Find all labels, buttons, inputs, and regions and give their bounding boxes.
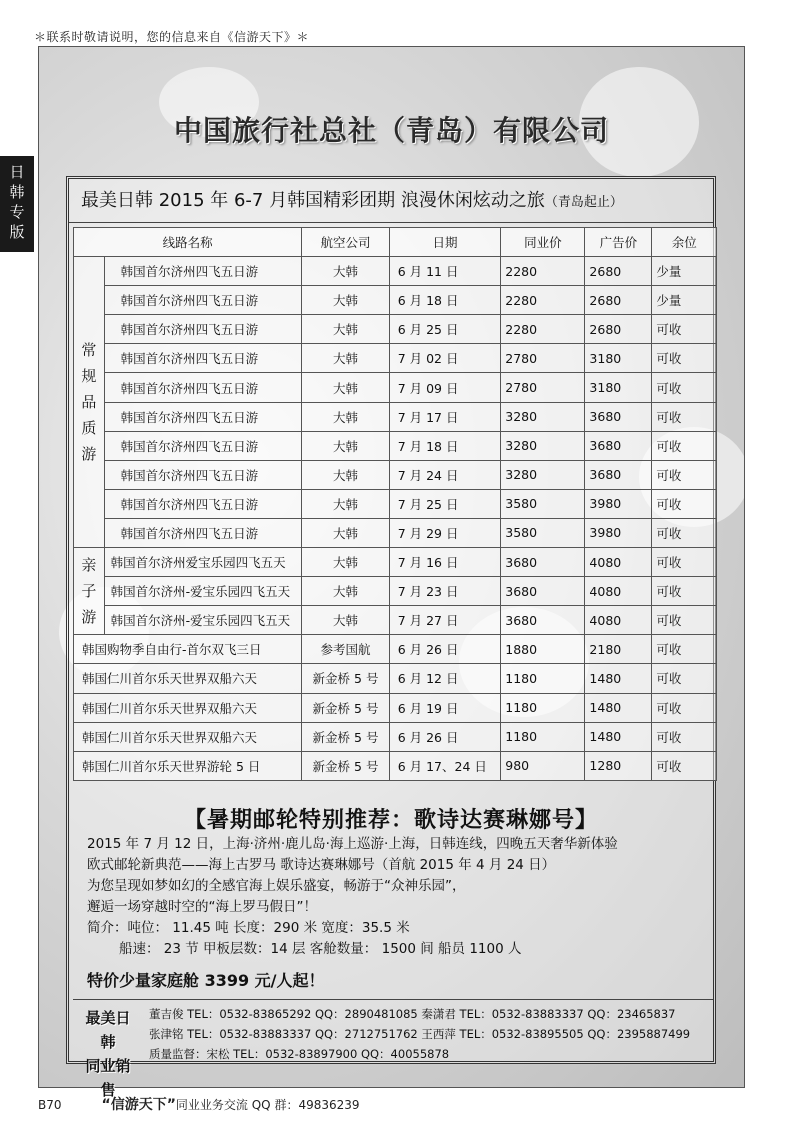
cell-ad-price: 3980 — [585, 518, 652, 547]
cell-date: 6 月 18 日 — [389, 286, 501, 315]
cell-trade-price: 3680 — [501, 577, 585, 606]
cell-seats: 可收 — [652, 431, 717, 460]
cell-route: 韩国仁川首尔乐天世界双船六天 — [74, 693, 302, 722]
cell-date: 7 月 27 日 — [389, 606, 501, 635]
table-row — [74, 722, 717, 751]
cell-airline: 大韩 — [302, 344, 389, 373]
table-row — [74, 606, 717, 635]
cell-trade-price: 3680 — [501, 606, 585, 635]
cell-date: 7 月 18 日 — [389, 431, 501, 460]
table-row — [74, 518, 717, 547]
headline — [69, 179, 713, 223]
category-char: 子 — [81, 582, 97, 601]
category-char: 游 — [81, 608, 97, 627]
tour-panel — [66, 176, 716, 1099]
sales-badge — [81, 1006, 135, 1099]
cell-seats: 少量 — [652, 257, 717, 286]
cell-date: 7 月 25 日 — [389, 489, 501, 518]
cell-date: 6 月 11 日 — [389, 257, 501, 286]
cell-trade-price: 2780 — [501, 373, 585, 402]
cell-ad-price: 3180 — [585, 344, 652, 373]
cell-airline: 大韩 — [302, 402, 389, 431]
cell-date: 7 月 16 日 — [389, 548, 501, 577]
footer-brand: “信游天下” — [101, 1097, 176, 1113]
cell-ad-price: 1480 — [585, 693, 652, 722]
cell-ad-price: 1480 — [585, 664, 652, 693]
cell-date: 6 月 26 日 — [389, 722, 501, 751]
cruise-title: 【暑期邮轮特别推荐：歌诗达赛琳娜号】 — [183, 808, 598, 833]
cell-trade-price: 3580 — [501, 518, 585, 547]
cell-date: 7 月 29 日 — [389, 518, 501, 547]
sales-contacts — [73, 999, 713, 1099]
cell-trade-price: 2280 — [501, 257, 585, 286]
cell-ad-price: 2180 — [585, 635, 652, 664]
cell-seats: 可收 — [652, 606, 717, 635]
cell-airline: 大韩 — [302, 431, 389, 460]
cell-trade-price: 3680 — [501, 548, 585, 577]
cell-route: 韩国首尔济州四飞五日游 — [104, 344, 302, 373]
top-note: ＊联系时敬请说明，您的信息来自《信游天下》＊ — [34, 30, 310, 44]
category-label — [74, 548, 105, 635]
cell-route: 韩国首尔济州四飞五日游 — [104, 373, 302, 402]
cell-ad-price: 4080 — [585, 606, 652, 635]
headline-main: 最美日韩 2015 年 6-7 月韩国精彩团期 浪漫休闲炫动之旅 — [81, 190, 545, 211]
sales-badge-line: 同业销售 — [85, 1057, 131, 1099]
col-header-date: 日期 — [389, 228, 501, 257]
cell-seats: 可收 — [652, 577, 717, 606]
headline-note: （青岛起止） — [544, 195, 623, 210]
page-footer — [38, 1094, 360, 1114]
sales-badge-line: 最美日韩 — [85, 1009, 131, 1051]
cell-ad-price: 1280 — [585, 751, 652, 780]
category-char: 规 — [81, 367, 97, 386]
cell-airline: 新金桥 5 号 — [302, 722, 389, 751]
cell-seats: 可收 — [652, 315, 717, 344]
cell-ad-price: 3680 — [585, 431, 652, 460]
cell-seats: 可收 — [652, 693, 717, 722]
category-char: 亲 — [81, 556, 97, 575]
cell-route: 韩国仁川首尔乐天世界双船六天 — [74, 664, 302, 693]
cell-route: 韩国首尔济州四飞五日游 — [104, 402, 302, 431]
table-row — [74, 344, 717, 373]
cruise-line: 2015 年 7 月 12 日，上海·济州·鹿儿岛·海上巡游·上海，日韩连线，四晚五天奢华新体验 — [87, 836, 618, 852]
sales-contact-row: 张津铭 TEL：0532-83883337 QQ：2712751762 王西萍 TEL：0532-83895505 QQ：2395887499 — [149, 1027, 691, 1041]
cell-route: 韩国仁川首尔乐天世界游轮 5 日 — [74, 751, 302, 780]
cruise-section — [69, 797, 713, 994]
cell-route: 韩国首尔济州爱宝乐园四飞五天 — [104, 548, 302, 577]
cell-date: 7 月 23 日 — [389, 577, 501, 606]
cell-trade-price: 2780 — [501, 344, 585, 373]
cell-trade-price: 1180 — [501, 693, 585, 722]
cell-route: 韩国首尔济州四飞五日游 — [104, 518, 302, 547]
cell-trade-price: 1180 — [501, 664, 585, 693]
col-header-trade-price: 同业价 — [501, 228, 585, 257]
cell-airline: 新金桥 5 号 — [302, 664, 389, 693]
col-header-route: 线路名称 — [74, 228, 302, 257]
table-row — [74, 257, 717, 286]
category-char: 常 — [81, 341, 97, 360]
cell-airline: 大韩 — [302, 548, 389, 577]
cruise-line: 船速： 23 节 甲板层数：14 层 客舱数量： 1500 间 船员 1100 人 — [119, 941, 522, 957]
cell-seats: 可收 — [652, 460, 717, 489]
table-row — [74, 664, 717, 693]
side-tab — [0, 156, 34, 252]
cell-trade-price: 1180 — [501, 722, 585, 751]
col-header-airline: 航空公司 — [302, 228, 389, 257]
page-number: B70 — [38, 1098, 62, 1112]
cell-ad-price: 2680 — [585, 257, 652, 286]
cell-trade-price: 980 — [501, 751, 585, 780]
cell-date: 7 月 02 日 — [389, 344, 501, 373]
cruise-line: 邂逅一场穿越时空的“海上罗马假日”！ — [87, 899, 317, 915]
cell-ad-price: 2680 — [585, 286, 652, 315]
cell-route: 韩国首尔济州-爱宝乐园四飞五天 — [104, 606, 302, 635]
cruise-special-offer: 特价少量家庭舱 3399 元/人起！ — [87, 971, 325, 990]
cell-route: 韩国首尔济州四飞五日游 — [104, 489, 302, 518]
cell-ad-price: 3180 — [585, 373, 652, 402]
cell-seats: 少量 — [652, 286, 717, 315]
cell-trade-price: 3280 — [501, 431, 585, 460]
cell-seats: 可收 — [652, 722, 717, 751]
cell-ad-price: 4080 — [585, 548, 652, 577]
cell-route: 韩国首尔济州四飞五日游 — [104, 257, 302, 286]
table-row — [74, 402, 717, 431]
cell-seats: 可收 — [652, 518, 717, 547]
cell-seats: 可收 — [652, 635, 717, 664]
cell-date: 7 月 17 日 — [389, 402, 501, 431]
cell-route: 韩国首尔济州四飞五日游 — [104, 460, 302, 489]
cell-seats: 可收 — [652, 402, 717, 431]
cell-trade-price: 1880 — [501, 635, 585, 664]
cell-trade-price: 2280 — [501, 315, 585, 344]
cell-seats: 可收 — [652, 751, 717, 780]
table-row — [74, 577, 717, 606]
cell-trade-price: 3580 — [501, 489, 585, 518]
cell-airline: 参考国航 — [302, 635, 389, 664]
cell-route: 韩国购物季自由行-首尔双飞三日 — [74, 635, 302, 664]
sales-contact-row: 董吉俊 TEL：0532-83865292 QQ：2890481085 秦潇君 TEL：0532-83883337 QQ：23465837 — [149, 1007, 676, 1021]
table-row — [74, 548, 717, 577]
cell-airline: 新金桥 5 号 — [302, 751, 389, 780]
cell-date: 6 月 17、24 日 — [389, 751, 501, 780]
cell-airline: 大韩 — [302, 606, 389, 635]
cell-seats: 可收 — [652, 489, 717, 518]
cell-date: 6 月 25 日 — [389, 315, 501, 344]
category-char: 质 — [81, 419, 97, 438]
cell-route: 韩国仁川首尔乐天世界双船六天 — [74, 722, 302, 751]
table-row — [74, 460, 717, 489]
cruise-line: 欧式邮轮新典范——海上古罗马 歌诗达赛琳娜号（首航 2015 年 4 月 24 日） — [87, 857, 556, 873]
side-tab-char: 版 — [9, 223, 25, 241]
cell-date: 7 月 09 日 — [389, 373, 501, 402]
table-row — [74, 751, 717, 780]
side-tab-char: 专 — [9, 203, 25, 221]
cruise-line: 简介：吨位： 11.45 吨 长度：290 米 宽度：35.5 米 — [87, 920, 410, 936]
cell-route: 韩国首尔济州四飞五日游 — [104, 431, 302, 460]
cell-airline: 新金桥 5 号 — [302, 693, 389, 722]
cell-airline: 大韩 — [302, 489, 389, 518]
table-row — [74, 315, 717, 344]
sales-contact-row: 质量监督：宋松 TEL：0532-83897900 QQ：40055878 — [149, 1047, 450, 1061]
table-header-row — [74, 228, 717, 257]
category-char: 游 — [81, 445, 97, 464]
table-row — [74, 431, 717, 460]
col-header-ad-price: 广告价 — [585, 228, 652, 257]
cell-airline: 大韩 — [302, 286, 389, 315]
cell-trade-price: 2280 — [501, 286, 585, 315]
cell-route: 韩国首尔济州-爱宝乐园四飞五天 — [104, 577, 302, 606]
table-row — [74, 286, 717, 315]
cell-ad-price: 3680 — [585, 402, 652, 431]
footer-text: 同业业务交流 QQ 群：49836239 — [175, 1098, 360, 1112]
cell-date: 7 月 24 日 — [389, 460, 501, 489]
col-header-seats: 余位 — [652, 228, 717, 257]
cell-airline: 大韩 — [302, 518, 389, 547]
table-row — [74, 373, 717, 402]
cell-airline: 大韩 — [302, 373, 389, 402]
cell-route: 韩国首尔济州四飞五日游 — [104, 315, 302, 344]
side-tab-char: 日 — [9, 163, 25, 181]
cell-date: 6 月 12 日 — [389, 664, 501, 693]
cell-airline: 大韩 — [302, 257, 389, 286]
side-tab-char: 韩 — [9, 183, 25, 201]
cell-ad-price: 3680 — [585, 460, 652, 489]
cell-route: 韩国首尔济州四飞五日游 — [104, 286, 302, 315]
cell-ad-price: 2680 — [585, 315, 652, 344]
table-row — [74, 693, 717, 722]
cell-trade-price: 3280 — [501, 460, 585, 489]
category-label — [74, 257, 105, 548]
cell-ad-price: 4080 — [585, 577, 652, 606]
cell-airline: 大韩 — [302, 577, 389, 606]
cell-seats: 可收 — [652, 664, 717, 693]
cell-ad-price: 1480 — [585, 722, 652, 751]
cell-date: 6 月 19 日 — [389, 693, 501, 722]
company-name: 中国旅行社总社（青岛）有限公司 — [173, 114, 609, 147]
cell-seats: 可收 — [652, 373, 717, 402]
category-char: 品 — [81, 393, 97, 412]
cell-seats: 可收 — [652, 548, 717, 577]
table-row — [74, 489, 717, 518]
cell-airline: 大韩 — [302, 315, 389, 344]
cell-ad-price: 3980 — [585, 489, 652, 518]
tour-table — [73, 227, 717, 781]
cell-seats: 可收 — [652, 344, 717, 373]
cell-date: 6 月 26 日 — [389, 635, 501, 664]
cruise-line: 为您呈现如梦如幻的全感官海上娱乐盛宴，畅游于“众神乐园”， — [87, 878, 466, 894]
cell-trade-price: 3280 — [501, 402, 585, 431]
table-row — [74, 635, 717, 664]
cell-airline: 大韩 — [302, 460, 389, 489]
